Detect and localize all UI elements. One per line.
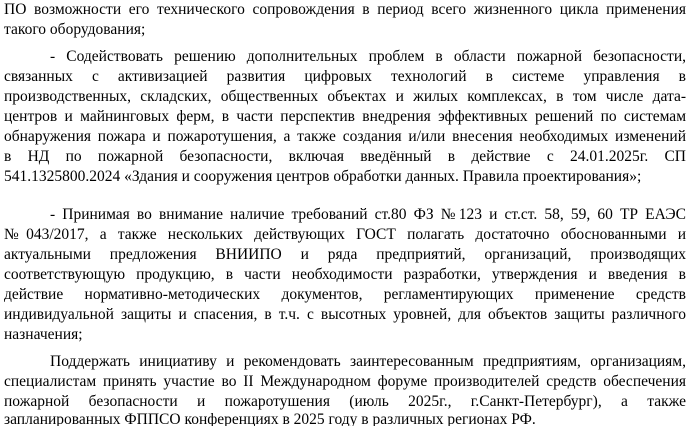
text-line: индивидуальной защиты и спасения, в т.ч. с высотных уровней, для объектов защиты различного — [4, 306, 686, 323]
text-line: - Содействовать решению дополнительных проблем в области пожарной безопасности, — [50, 48, 686, 65]
text-line: центров и майнинговых ферм, в части перспектив внедрения эффективных решений по системам — [4, 108, 686, 125]
text-line: №043/2017, а также нескольких действующих ГОСТ полагать достаточно обоснованными и — [4, 226, 686, 243]
text-line: обнаружения пожара и пожаротушения, а также создания и/или внесения необходимых изменений — [4, 128, 686, 145]
text-line: специалистам принять участие во II Международном форуме производителей средств обеспечения — [4, 373, 686, 390]
text-line: - Принимая во внимание наличие требований ст.80 ФЗ №123 и ст.ст. 58, 59, 60 ТР ЕАЭС — [50, 206, 686, 223]
text-line: в НД по пожарной безопасности, включая введённый в действие с 24.01.2025г. СП — [4, 148, 686, 165]
text-line: ПО возможности его технического сопровождения в период всего жизненного цикла применения — [4, 1, 686, 18]
text-line: 541.1325800.2024 «Здания и сооружения центров обработки данных. Правила проектирования»; — [4, 168, 642, 185]
text-line: такого оборудования; — [4, 21, 146, 38]
document-page — [4, 0, 686, 426]
text-line: запланированных ФППСО конференциях в 2025 году в различных регионах РФ. — [4, 411, 536, 426]
text-line: производственных, складских, общественных объектах и жилых комплексах, в том числе дата- — [4, 88, 686, 105]
text-line: соответствующую продукцию, в части необходимости разработки, утверждения и введения в — [4, 266, 686, 283]
text-line: актуальными предложения ВНИИПО и ряда предприятий, организаций, производящих — [4, 246, 686, 263]
text-line: связанных с активизацией развития цифровых технологий в системе управления в — [4, 68, 686, 85]
text-line: действие нормативно-методических документов, регламентирующих применение средств — [4, 286, 686, 303]
text-line: назначения; — [4, 326, 83, 343]
text-line: пожарной безопасности и пожаротушения (июль 2025г., г.Санкт-Петербург), а также — [4, 393, 686, 410]
text-line: Поддержать инициативу и рекомендовать заинтересованным предприятиям, организациям, — [50, 353, 686, 370]
